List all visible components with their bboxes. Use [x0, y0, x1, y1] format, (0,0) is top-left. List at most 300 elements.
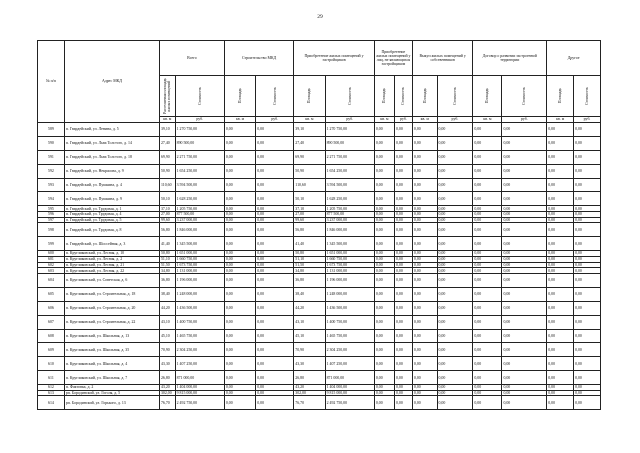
row-value: 0,00	[473, 164, 502, 178]
row-value: 0,00	[256, 343, 294, 357]
row-value: 0,00	[412, 136, 437, 150]
table-row	[38, 371, 601, 385]
row-value: 0,00	[224, 256, 255, 262]
row-value: 0,00	[394, 262, 412, 268]
row-value: 0,00	[412, 329, 437, 343]
row-value: 0,00	[374, 329, 394, 343]
row-value: 0,00	[502, 343, 547, 357]
row-value: 0,00	[473, 178, 502, 192]
row-value: 0,00	[256, 217, 294, 223]
row-value: 0,00	[224, 237, 255, 251]
row-value: 0,00	[574, 390, 601, 396]
row-address: п. Фактовка, д. 2	[64, 385, 159, 391]
row-value: 1 436 500,00	[325, 301, 374, 315]
header-sub-cost: Стоимость	[325, 76, 374, 117]
row-value: 0,00	[412, 256, 437, 262]
row-value: 1 846 000,00	[325, 223, 374, 237]
row-value: 0,00	[473, 357, 502, 371]
row-value: 0,00	[224, 385, 255, 391]
row-value: 3 237 000,00	[325, 217, 374, 223]
row-value: 0,00	[574, 256, 601, 262]
row-value: 0,00	[256, 390, 294, 396]
row-value: 0,00	[374, 150, 394, 164]
row-address: п. Кругликовский, ул. Лесная, д. 2	[64, 256, 159, 262]
row-value: 0,00	[574, 217, 601, 223]
row-value: 0,00	[374, 396, 394, 410]
header-sub-cost: Стоимость	[574, 76, 601, 117]
header-unit: руб.	[325, 117, 374, 123]
row-value: 39,10	[294, 123, 325, 137]
row-value: 890 500,00	[175, 136, 224, 150]
header-sub-cost: Стоимость	[256, 76, 294, 117]
row-value: 0,00	[437, 329, 473, 343]
row-value: 0,00	[547, 385, 574, 391]
row-value: 0,00	[547, 256, 574, 262]
row-value: 1 436 500,00	[175, 301, 224, 315]
row-address: п. Гвардейский, ул. Пушкина, д. 9	[64, 192, 159, 206]
row-value: 0,00	[473, 237, 502, 251]
row-value: 0,00	[473, 123, 502, 137]
row-value: 0,00	[394, 343, 412, 357]
row-value: 1 846 000,00	[175, 223, 224, 237]
row-value: 0,00	[412, 301, 437, 315]
row-value: 0,00	[502, 301, 547, 315]
row-value: 9 815 000,00	[325, 390, 374, 396]
row-value: 0,00	[437, 315, 473, 329]
row-value: 0,00	[502, 223, 547, 237]
row-value: 0,00	[502, 237, 547, 251]
resettlement-table	[37, 40, 601, 410]
header-group-developers: Приобретение жилых помещений у застройщиков	[294, 41, 375, 76]
row-value: 34,80	[159, 268, 175, 274]
table-row	[38, 287, 601, 301]
row-value: 38,40	[294, 287, 325, 301]
row-value: 0,00	[574, 268, 601, 274]
row-value: 0,00	[412, 237, 437, 251]
row-value: 43,30	[294, 357, 325, 371]
row-value: 50,10	[159, 192, 175, 206]
row-value: 0,00	[437, 164, 473, 178]
row-address: п. Кругликовский, ул. Школьная, д. 35	[64, 343, 159, 357]
row-value: 43,20	[159, 385, 175, 391]
row-address: п. Кругликовский, ул. Лесная, д. 21	[64, 262, 159, 268]
row-value: 1 407 250,00	[325, 357, 374, 371]
row-value: 0,00	[412, 385, 437, 391]
header-sub-area: Площадь	[224, 76, 255, 117]
row-value: 1 407 250,00	[175, 357, 224, 371]
row-value: 0,00	[374, 343, 394, 357]
row-value: 0,00	[473, 251, 502, 257]
header-group-construction: Строительство МКД	[224, 41, 293, 76]
row-value: 302,00	[159, 390, 175, 396]
row-value: 0,00	[412, 217, 437, 223]
header-sub-area: Площадь	[547, 76, 574, 117]
row-value: 0,00	[412, 390, 437, 396]
row-value: 41,40	[159, 237, 175, 251]
header-unit: кв. м	[412, 117, 437, 123]
row-value: 0,00	[374, 251, 394, 257]
row-value: 0,00	[256, 164, 294, 178]
row-address: п. Гвардейский, ул. Трудовая, д. 5	[64, 217, 159, 223]
row-value: 3 237 000,00	[175, 217, 224, 223]
row-value: 0,00	[256, 136, 294, 150]
header-sub-area: Площадь	[374, 76, 394, 117]
header-sub-cost: Стоимость	[502, 76, 547, 117]
row-value: 1 654 250,00	[325, 164, 374, 178]
row-value: 45,10	[294, 329, 325, 343]
row-value: 0,00	[547, 136, 574, 150]
row-value: 0,00	[374, 357, 394, 371]
row-number: 598	[38, 223, 65, 237]
row-value: 0,00	[502, 123, 547, 137]
row-value: 0,00	[394, 251, 412, 257]
row-value: 0,00	[502, 329, 547, 343]
row-value: 0,00	[224, 268, 255, 274]
row-number: 604	[38, 273, 65, 287]
row-value: 0,00	[374, 390, 394, 396]
row-value: 0,00	[394, 329, 412, 343]
row-value: 0,00	[224, 178, 255, 192]
row-value: 0,00	[502, 385, 547, 391]
row-value: 76,70	[159, 396, 175, 410]
row-address: п. Гвардейский, ул. Некрасова, д. 9	[64, 164, 159, 178]
row-value: 0,00	[547, 237, 574, 251]
row-number: 612	[38, 385, 65, 391]
header-group-territory: Договор о развитии застроенной территории	[473, 41, 547, 76]
table-row	[38, 301, 601, 315]
row-value: 0,00	[374, 237, 394, 251]
row-value: 26,80	[294, 371, 325, 385]
table-row	[38, 178, 601, 192]
row-value: 0,00	[412, 371, 437, 385]
row-value: 0,00	[412, 150, 437, 164]
header-sub-area: Площадь	[412, 76, 437, 117]
row-value: 0,00	[574, 206, 601, 212]
row-value: 36,80	[159, 273, 175, 287]
header-unit: руб.	[574, 117, 601, 123]
row-value: 3 594 500,00	[175, 178, 224, 192]
row-number: 602	[38, 262, 65, 268]
row-value: 0,00	[224, 212, 255, 218]
row-value: 0,00	[256, 212, 294, 218]
row-value: 0,00	[437, 357, 473, 371]
row-value: 0,00	[547, 287, 574, 301]
row-value: 0,00	[502, 164, 547, 178]
row-value: 0,00	[574, 329, 601, 343]
row-value: 871 000,00	[325, 371, 374, 385]
row-value: 39,10	[159, 123, 175, 137]
row-value: 0,00	[437, 390, 473, 396]
row-value: 0,00	[437, 178, 473, 192]
row-value: 0,00	[547, 123, 574, 137]
row-number: 597	[38, 217, 65, 223]
table-row	[38, 315, 601, 329]
row-value: 0,00	[374, 178, 394, 192]
row-value: 0,00	[412, 123, 437, 137]
row-value: 0,00	[412, 273, 437, 287]
row-value: 50,10	[294, 192, 325, 206]
row-value: 0,00	[224, 136, 255, 150]
row-value: 0,00	[473, 223, 502, 237]
row-value: 1 673 750,00	[175, 262, 224, 268]
row-value: 0,00	[394, 390, 412, 396]
row-value: 0,00	[394, 301, 412, 315]
row-value: 0,00	[394, 178, 412, 192]
row-value: 0,00	[256, 301, 294, 315]
row-address: п. Гвардейский, ул. Шоссейная, д. 3	[64, 237, 159, 251]
row-value: 0,00	[374, 301, 394, 315]
header-unit: кв. м	[159, 117, 175, 123]
row-value: 1 205 750,00	[325, 206, 374, 212]
row-value: 1 248 000,00	[325, 287, 374, 301]
row-value: 0,00	[574, 385, 601, 391]
row-value: 0,00	[437, 217, 473, 223]
header-unit: руб.	[502, 117, 547, 123]
row-address: п. Гвардейский, ул. Льва Толстого, д. 14	[64, 136, 159, 150]
row-value: 0,00	[437, 136, 473, 150]
header-sub-area-total: Расселяемая площадь жилых помещений	[159, 76, 175, 117]
row-value: 1 404 000,00	[175, 385, 224, 391]
header-unit: руб.	[256, 117, 294, 123]
row-value: 0,00	[473, 301, 502, 315]
row-value: 0,00	[547, 262, 574, 268]
row-value: 0,00	[547, 178, 574, 192]
row-value: 0,00	[394, 123, 412, 137]
header-unit: руб.	[437, 117, 473, 123]
row-number: 608	[38, 329, 65, 343]
row-value: 0,00	[256, 357, 294, 371]
header-group-total: Всего	[159, 41, 224, 76]
row-value: 0,00	[224, 217, 255, 223]
row-value: 0,00	[256, 150, 294, 164]
row-value: 0,00	[256, 192, 294, 206]
row-value: 27,40	[294, 136, 325, 150]
row-value: 0,00	[256, 223, 294, 237]
row-value: 0,00	[547, 164, 574, 178]
row-number: 595	[38, 206, 65, 212]
row-value: 56,80	[294, 223, 325, 237]
row-number: 591	[38, 150, 65, 164]
row-address: п. Кругликовский, ул. Лесная, д. 22	[64, 268, 159, 274]
header-row-groups	[38, 41, 601, 76]
header-sub-area: Площадь	[294, 76, 325, 117]
header-address: Адрес МКД	[64, 41, 159, 123]
row-value: 0,00	[256, 268, 294, 274]
row-value: 0,00	[437, 192, 473, 206]
row-value: 0,00	[224, 251, 255, 257]
row-value: 56,80	[159, 223, 175, 237]
row-value: 0,00	[473, 150, 502, 164]
row-value: 0,00	[437, 223, 473, 237]
row-value: 0,00	[394, 150, 412, 164]
header-sub-cost: Стоимость	[437, 76, 473, 117]
row-value: 0,00	[374, 164, 394, 178]
row-value: 0,00	[374, 256, 394, 262]
row-value: 0,00	[256, 251, 294, 257]
row-value: 0,00	[394, 371, 412, 385]
row-value: 1 196 000,00	[175, 273, 224, 287]
row-value: 0,00	[574, 164, 601, 178]
row-value: 0,00	[502, 315, 547, 329]
row-value: 0,00	[502, 357, 547, 371]
row-value: 0,00	[256, 385, 294, 391]
row-value: 0,00	[574, 371, 601, 385]
row-address: п. Кругликовский, ул. Строительная, д. 18	[64, 287, 159, 301]
table-row	[38, 343, 601, 357]
row-value: 0,00	[574, 178, 601, 192]
row-value: 0,00	[437, 371, 473, 385]
row-value: 0,00	[502, 287, 547, 301]
row-value: 0,00	[547, 217, 574, 223]
row-value: 0,00	[224, 262, 255, 268]
row-value: 0,00	[394, 164, 412, 178]
row-value: 1 400 750,00	[325, 315, 374, 329]
row-value: 0,00	[502, 256, 547, 262]
row-value: 0,00	[473, 212, 502, 218]
row-value: 50,90	[159, 164, 175, 178]
row-value: 0,00	[547, 357, 574, 371]
row-address: рп. Бородинский, ул. Гоголя, д. 5	[64, 390, 159, 396]
row-value: 0,00	[502, 251, 547, 257]
row-value: 0,00	[224, 343, 255, 357]
row-number: 614	[38, 396, 65, 410]
row-value: 37,10	[159, 206, 175, 212]
row-value: 0,00	[256, 206, 294, 212]
row-value: 0,00	[224, 223, 255, 237]
header-unit: кв. м	[473, 117, 502, 123]
row-address: п. Гвардейский, ул. Трудовая, д. 4	[64, 212, 159, 218]
row-value: 0,00	[256, 178, 294, 192]
row-value: 0,00	[574, 223, 601, 237]
row-value: 0,00	[437, 385, 473, 391]
row-address: п. Гвардейский, ул. Трудовая, д. 8	[64, 223, 159, 237]
row-value: 2 304 250,00	[325, 343, 374, 357]
row-value: 1 404 000,00	[325, 385, 374, 391]
row-value: 27,40	[159, 136, 175, 150]
table-row	[38, 329, 601, 343]
row-value: 0,00	[574, 251, 601, 257]
row-value: 0,00	[437, 237, 473, 251]
header-num: № п/п	[38, 41, 65, 123]
row-value: 0,00	[437, 396, 473, 410]
row-value: 1 660 750,00	[175, 256, 224, 262]
row-value: 1 345 500,00	[325, 237, 374, 251]
row-value: 44,20	[294, 301, 325, 315]
row-value: 0,00	[374, 315, 394, 329]
row-address: п. Кругликовский, ул. Строительная, д. 20	[64, 301, 159, 315]
row-value: 0,00	[256, 396, 294, 410]
row-value: 871 000,00	[175, 371, 224, 385]
table-row	[38, 396, 601, 410]
row-value: 0,00	[412, 262, 437, 268]
row-value: 0,00	[437, 256, 473, 262]
row-value: 0,00	[574, 192, 601, 206]
table-row	[38, 150, 601, 164]
row-value: 0,00	[412, 396, 437, 410]
table-row	[38, 357, 601, 371]
header-group-buyout: Выкуп жилых помещений у собственников	[412, 41, 472, 76]
row-value: 0,00	[394, 357, 412, 371]
table-row	[38, 223, 601, 237]
row-value: 0,00	[502, 206, 547, 212]
row-value: 0,00	[437, 287, 473, 301]
row-value: 0,00	[437, 273, 473, 287]
row-value: 0,00	[412, 315, 437, 329]
row-value: 0,00	[374, 212, 394, 218]
row-value: 0,00	[502, 150, 547, 164]
row-value: 0,00	[412, 287, 437, 301]
header-sub-area: Площадь	[473, 76, 502, 117]
row-value: 76,70	[294, 396, 325, 410]
row-value: 1 660 750,00	[325, 256, 374, 262]
row-value: 0,00	[412, 223, 437, 237]
header-group-non-developers: Приобретение жилых помещений у лиц, не являющихся застройщиком	[374, 41, 412, 76]
row-value: 2 492 750,00	[325, 396, 374, 410]
row-value: 0,00	[224, 206, 255, 212]
row-value: 110,60	[159, 178, 175, 192]
row-value: 0,00	[574, 396, 601, 410]
row-value: 0,00	[473, 192, 502, 206]
row-value: 0,00	[224, 371, 255, 385]
row-value: 0,00	[547, 268, 574, 274]
row-value: 0,00	[412, 251, 437, 257]
row-value: 26,80	[159, 371, 175, 385]
row-value: 43,10	[294, 315, 325, 329]
row-address: п. Кругликовский, ул. Строительная, д. 22	[64, 315, 159, 329]
row-value: 0,00	[394, 287, 412, 301]
row-value: 2 492 750,00	[175, 396, 224, 410]
row-value: 0,00	[473, 262, 502, 268]
row-value: 0,00	[574, 237, 601, 251]
row-value: 0,00	[574, 150, 601, 164]
row-value: 0,00	[473, 136, 502, 150]
row-value: 51,50	[159, 262, 175, 268]
row-value: 0,00	[394, 206, 412, 212]
row-value: 0,00	[374, 206, 394, 212]
row-value: 41,40	[294, 237, 325, 251]
row-value: 0,00	[374, 123, 394, 137]
row-value: 0,00	[473, 390, 502, 396]
row-value: 110,60	[294, 178, 325, 192]
row-value: 0,00	[437, 301, 473, 315]
resettlement-table-container	[37, 40, 601, 410]
row-value: 70,90	[159, 343, 175, 357]
row-value: 0,00	[394, 385, 412, 391]
row-value: 50,90	[294, 164, 325, 178]
row-value: 0,00	[394, 273, 412, 287]
row-value: 0,00	[574, 136, 601, 150]
row-value: 877 500,00	[175, 212, 224, 218]
row-value: 0,00	[574, 287, 601, 301]
row-value: 1 196 000,00	[325, 273, 374, 287]
row-value: 34,80	[294, 268, 325, 274]
row-value: 0,00	[412, 178, 437, 192]
row-value: 27,00	[159, 212, 175, 218]
row-value: 0,00	[473, 329, 502, 343]
row-number: 594	[38, 192, 65, 206]
row-value: 0,00	[473, 217, 502, 223]
row-number: 599	[38, 237, 65, 251]
row-value: 1 673 750,00	[325, 262, 374, 268]
row-value: 27,00	[294, 212, 325, 218]
row-value: 0,00	[473, 273, 502, 287]
row-value: 1 651 000,00	[325, 251, 374, 257]
row-number: 611	[38, 371, 65, 385]
row-value: 38,40	[159, 287, 175, 301]
row-value: 0,00	[437, 268, 473, 274]
row-value: 0,00	[473, 385, 502, 391]
header-unit: руб.	[175, 117, 224, 123]
